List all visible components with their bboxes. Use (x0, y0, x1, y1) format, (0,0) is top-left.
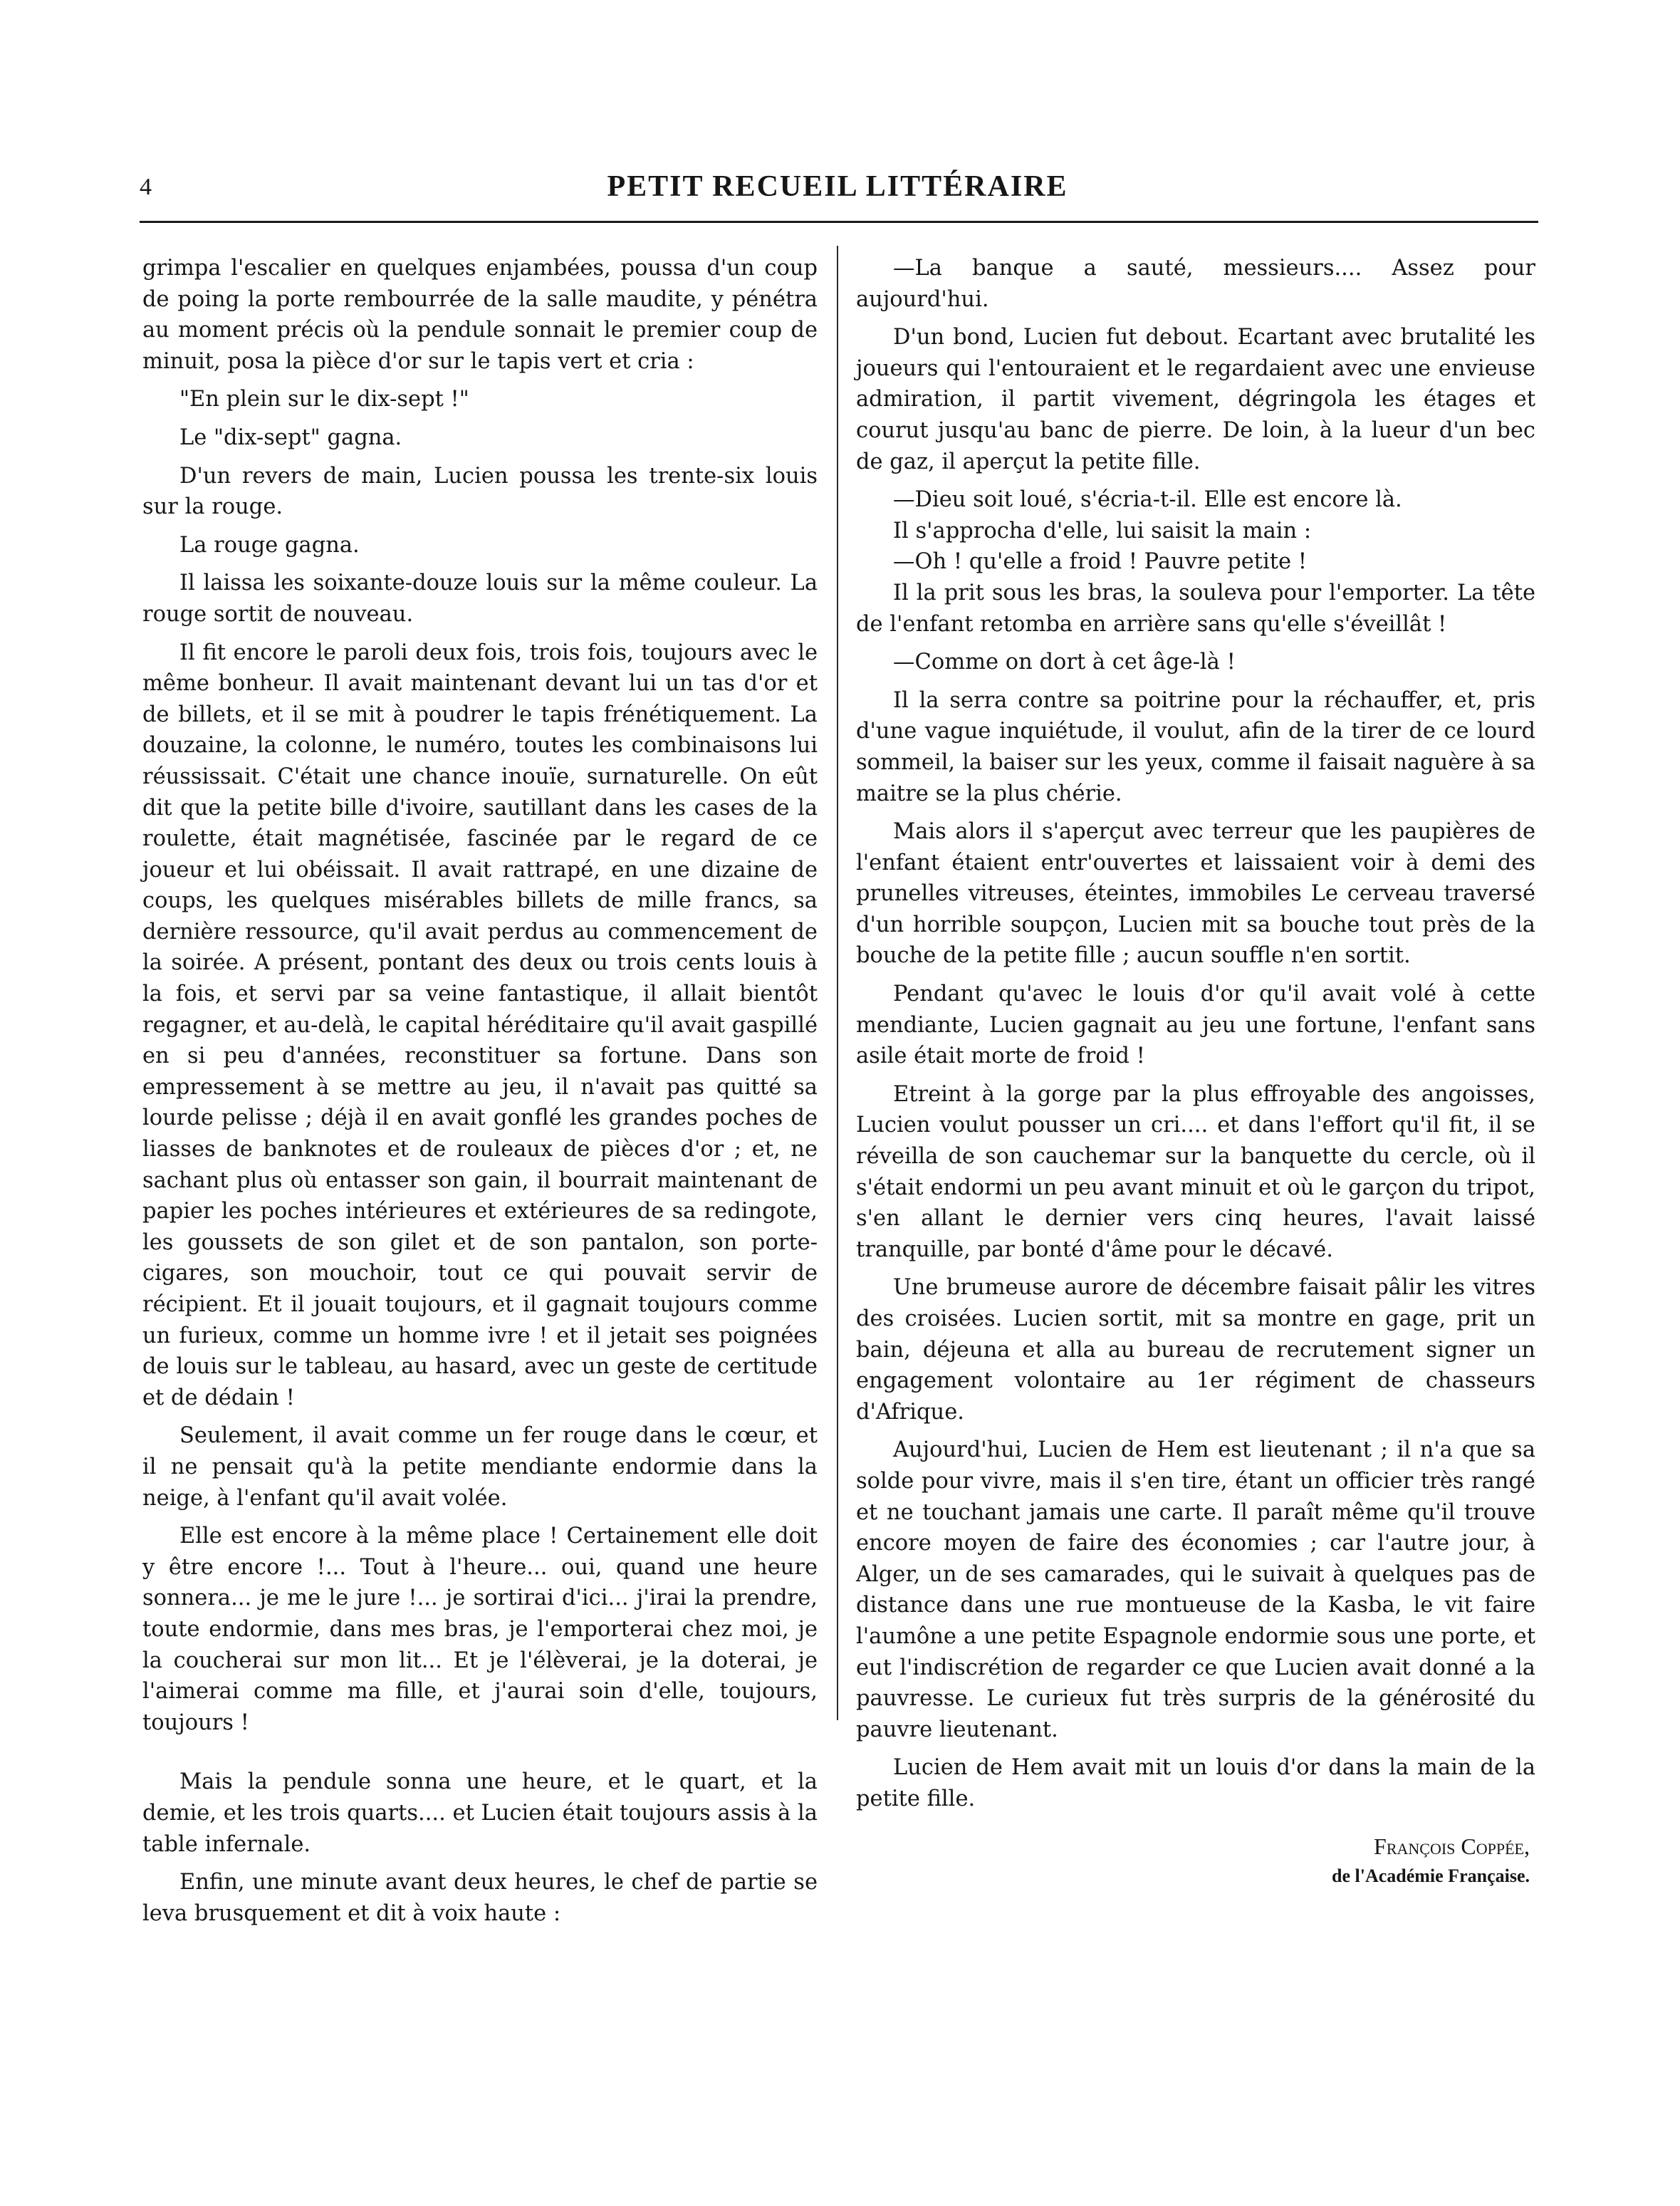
paragraph: Il la serra contre sa poitrine pour la réchauffer, et, pris d'une vague inquiétude, il voulut, afin de la tirer de ce lourd sommeil, la baiser sur les yeux, comme il faisait naguère à sa maitre se la plus chérie. (856, 687, 1535, 806)
paragraph: —La banque a sauté, messieurs.... Assez pour aujourd'hui. (856, 256, 1535, 312)
running-head (140, 170, 1535, 209)
paragraph: Mais la pendule sonna une heure, et le quart, et la demie, et les trois quarts.... et Lucien était toujours assis à la table infernale. (142, 1769, 818, 1857)
paragraph: Lucien de Hem avait mit un louis d'or dans la main de la petite fille. (856, 1755, 1535, 1811)
paragraph: Une brumeuse aurore de décembre faisait pâlir les vitres des croisées. Lucien sortit, mit sa montre en gage, prit un bain, déjeuna et alla au bureau de recrutement signer un engagement volontaire au 1er régiment de chasseurs d'Afrique. (856, 1275, 1535, 1425)
page-number: 4 (140, 174, 152, 200)
paragraph: —Oh ! qu'elle a froid ! Pauvre petite ! (893, 549, 1308, 575)
left-column (142, 253, 818, 1929)
paragraph: Pendant qu'avec le louis d'or qu'il avait volé à cette mendiante, Lucien gagnait au jeu une fortune, l'enfant sans asile était morte de froid ! (856, 982, 1535, 1069)
paragraph: —Comme on dort à cet âge-là ! (893, 650, 1236, 675)
column-divider (837, 246, 838, 1720)
paragraph: grimpa l'escalier en quelques enjambées, poussa d'un coup de poing la porte rembourrée de la salle maudite, y pénétra au moment précis où la pendule sonnait le premier coup de minuit, posa la pièce d'or sur le tapis vert et cria : (142, 256, 818, 374)
paragraph: Etreint à la gorge par la plus effroyable des angoisses, Lucien voulut pousser un cri.... et dans l'effort qu'il fit, il se réveilla de son cauchemar sur la banquette du cercle, où il s'était endormi un peu avant minuit et où le garçon du tripot, s'en allant le dernier vers cinq heures, l'avait laissé tranquille, par bonté d'âme pour le décavé. (856, 1081, 1535, 1262)
author-affiliation: de l'Académie Française. (1332, 1865, 1530, 1886)
paragraph: Il fit encore le paroli deux fois, trois fois, toujours avec le même bonheur. Il avait maintenant devant lui un tas d'or et de billets, et il se mit à poudrer le tapis frénétiquement. La douzaine, la colonne, le numéro, toutes les combinaisons lui réussissait. C'était une chance inouïe, surnaturelle. On eût dit que la petite bille d'ivoire, sautillant dans les cases de la roulette, était magnétisée, fascinée par le regard de ce joueur et lui obéissait. Il avait rattrapé, en une dizaine de coups, les quelques misérables billets de mille francs, sa dernière ressource, qu'il avait perdus au commencement de la soirée. A présent, pontant des deux ou trois cents louis à la fois, et servi par sa veine fantastique, il allait bientôt regagner, et au-delà, le capital héréditaire qu'il avait gaspillé en si peu d'années, reconstituer sa fortune. Dans son empressement à se mettre au jeu, il n'avait pas quitté sa lourde pelisse ; déjà il en avait gonflé les grandes poches de liasses de banknotes et de rouleaux de pièces d'or ; et, ne sachant plus où entasser son gain, il bourrait maintenant de papier les poches intérieures et extérieures de sa redingote, les goussets de son gilet et de son pantalon, son porte-cigares, son mouchoir, tout ce qui pouvait servir de récipient. Et il jouait toujours, et il gagnait toujours comme un furieux, comme un homme ivre ! et il jetait ses poignées de louis sur le tableau, au hasard, avec un geste de certitude et de dédain ! (142, 640, 818, 1410)
journal-title: PETIT RECUEIL LITTÉRAIRE (607, 170, 1068, 203)
header-rule (140, 221, 1538, 223)
paragraph: D'un revers de main, Lucien poussa les trente-six louis sur la rouge. (142, 463, 818, 520)
paragraph: Il s'approcha d'elle, lui saisit la main : (893, 518, 1312, 543)
signature-block (856, 1831, 1535, 1890)
paragraph: "En plein sur le dix-sept !" (179, 387, 469, 412)
paragraph: Mais alors il s'aperçut avec terreur que les paupières de l'enfant étaient entr'ouvertes et laissaient voir à demi des prunelles vitreuses, éteintes, immobiles Le cerveau traversé d'un horrible soupçon, Lucien mit sa bouche tout près de la bouche de la petite fille ; aucun souffle n'en sortit. (856, 819, 1535, 969)
paragraph: Il laissa les soixante-douze louis sur la même couleur. La rouge sortit de nouveau. (142, 571, 818, 627)
paragraph: Seulement, il avait comme un fer rouge dans le cœur, et il ne pensait qu'à la petite mendiante endormie dans la neige, à l'enfant qu'il avait volée. (142, 1423, 818, 1511)
paragraph: Enfin, une minute avant deux heures, le chef de partie se leva brusquement et dit à voix haute : (142, 1870, 818, 1926)
paragraph: Le "dix-sept" gagna. (179, 425, 402, 450)
paragraph: D'un bond, Lucien fut debout. Ecartant avec brutalité les joueurs qui l'entouraient et le regardaient avec une envieuse admiration, il partit vivement, dégringola les étages et courut jusqu'au banc de pierre. De loin, à la lueur d'un bec de gaz, il aperçut la petite fille. (856, 325, 1535, 474)
right-column (856, 253, 1535, 1890)
author-name: François Coppée, (1374, 1833, 1530, 1859)
paragraph: —Dieu soit loué, s'écria-t-il. Elle est encore là. (893, 487, 1402, 513)
paragraph: Aujourd'hui, Lucien de Hem est lieutenant ; il n'a que sa solde pour vivre, mais il s'en tire, étant un officier très rangé et ne touchant jamais une carte. Il paraît même qu'il trouve encore moyen de faire des économies ; car l'autre jour, à Alger, un de ses camarades, qui le suivait à quelques pas de distance dans une rue montueuse de la Kasba, le vit faire l'aumône a une petite Espagnole endormie sous une porte, et eut l'indiscrétion de regarder ce que Lucien avait donné a la pauvresse. Le curieux fut très surpris de la générosité du pauvre lieutenant. (856, 1437, 1535, 1742)
paragraph: Elle est encore à la même place ! Certainement elle doit y être encore !... Tout à l'heure... oui, quand une heure sonnera... je me le jure !... je sortirai d'ici... j'irai la prendre, toute endormie, dans mes bras, je l'emporterai chez moi, je la coucherai sur mon lit... Et je l'élèverai, je la doterai, je l'aimerai comme ma fille, et j'aurai soin d'elle, toujours, toujours ! (142, 1524, 818, 1735)
paragraph: Il la prit sous les bras, la souleva pour l'emporter. La tête de l'enfant retomba en arrière sans qu'elle s'éveillât ! (856, 580, 1535, 637)
paragraph: La rouge gagna. (179, 532, 360, 558)
